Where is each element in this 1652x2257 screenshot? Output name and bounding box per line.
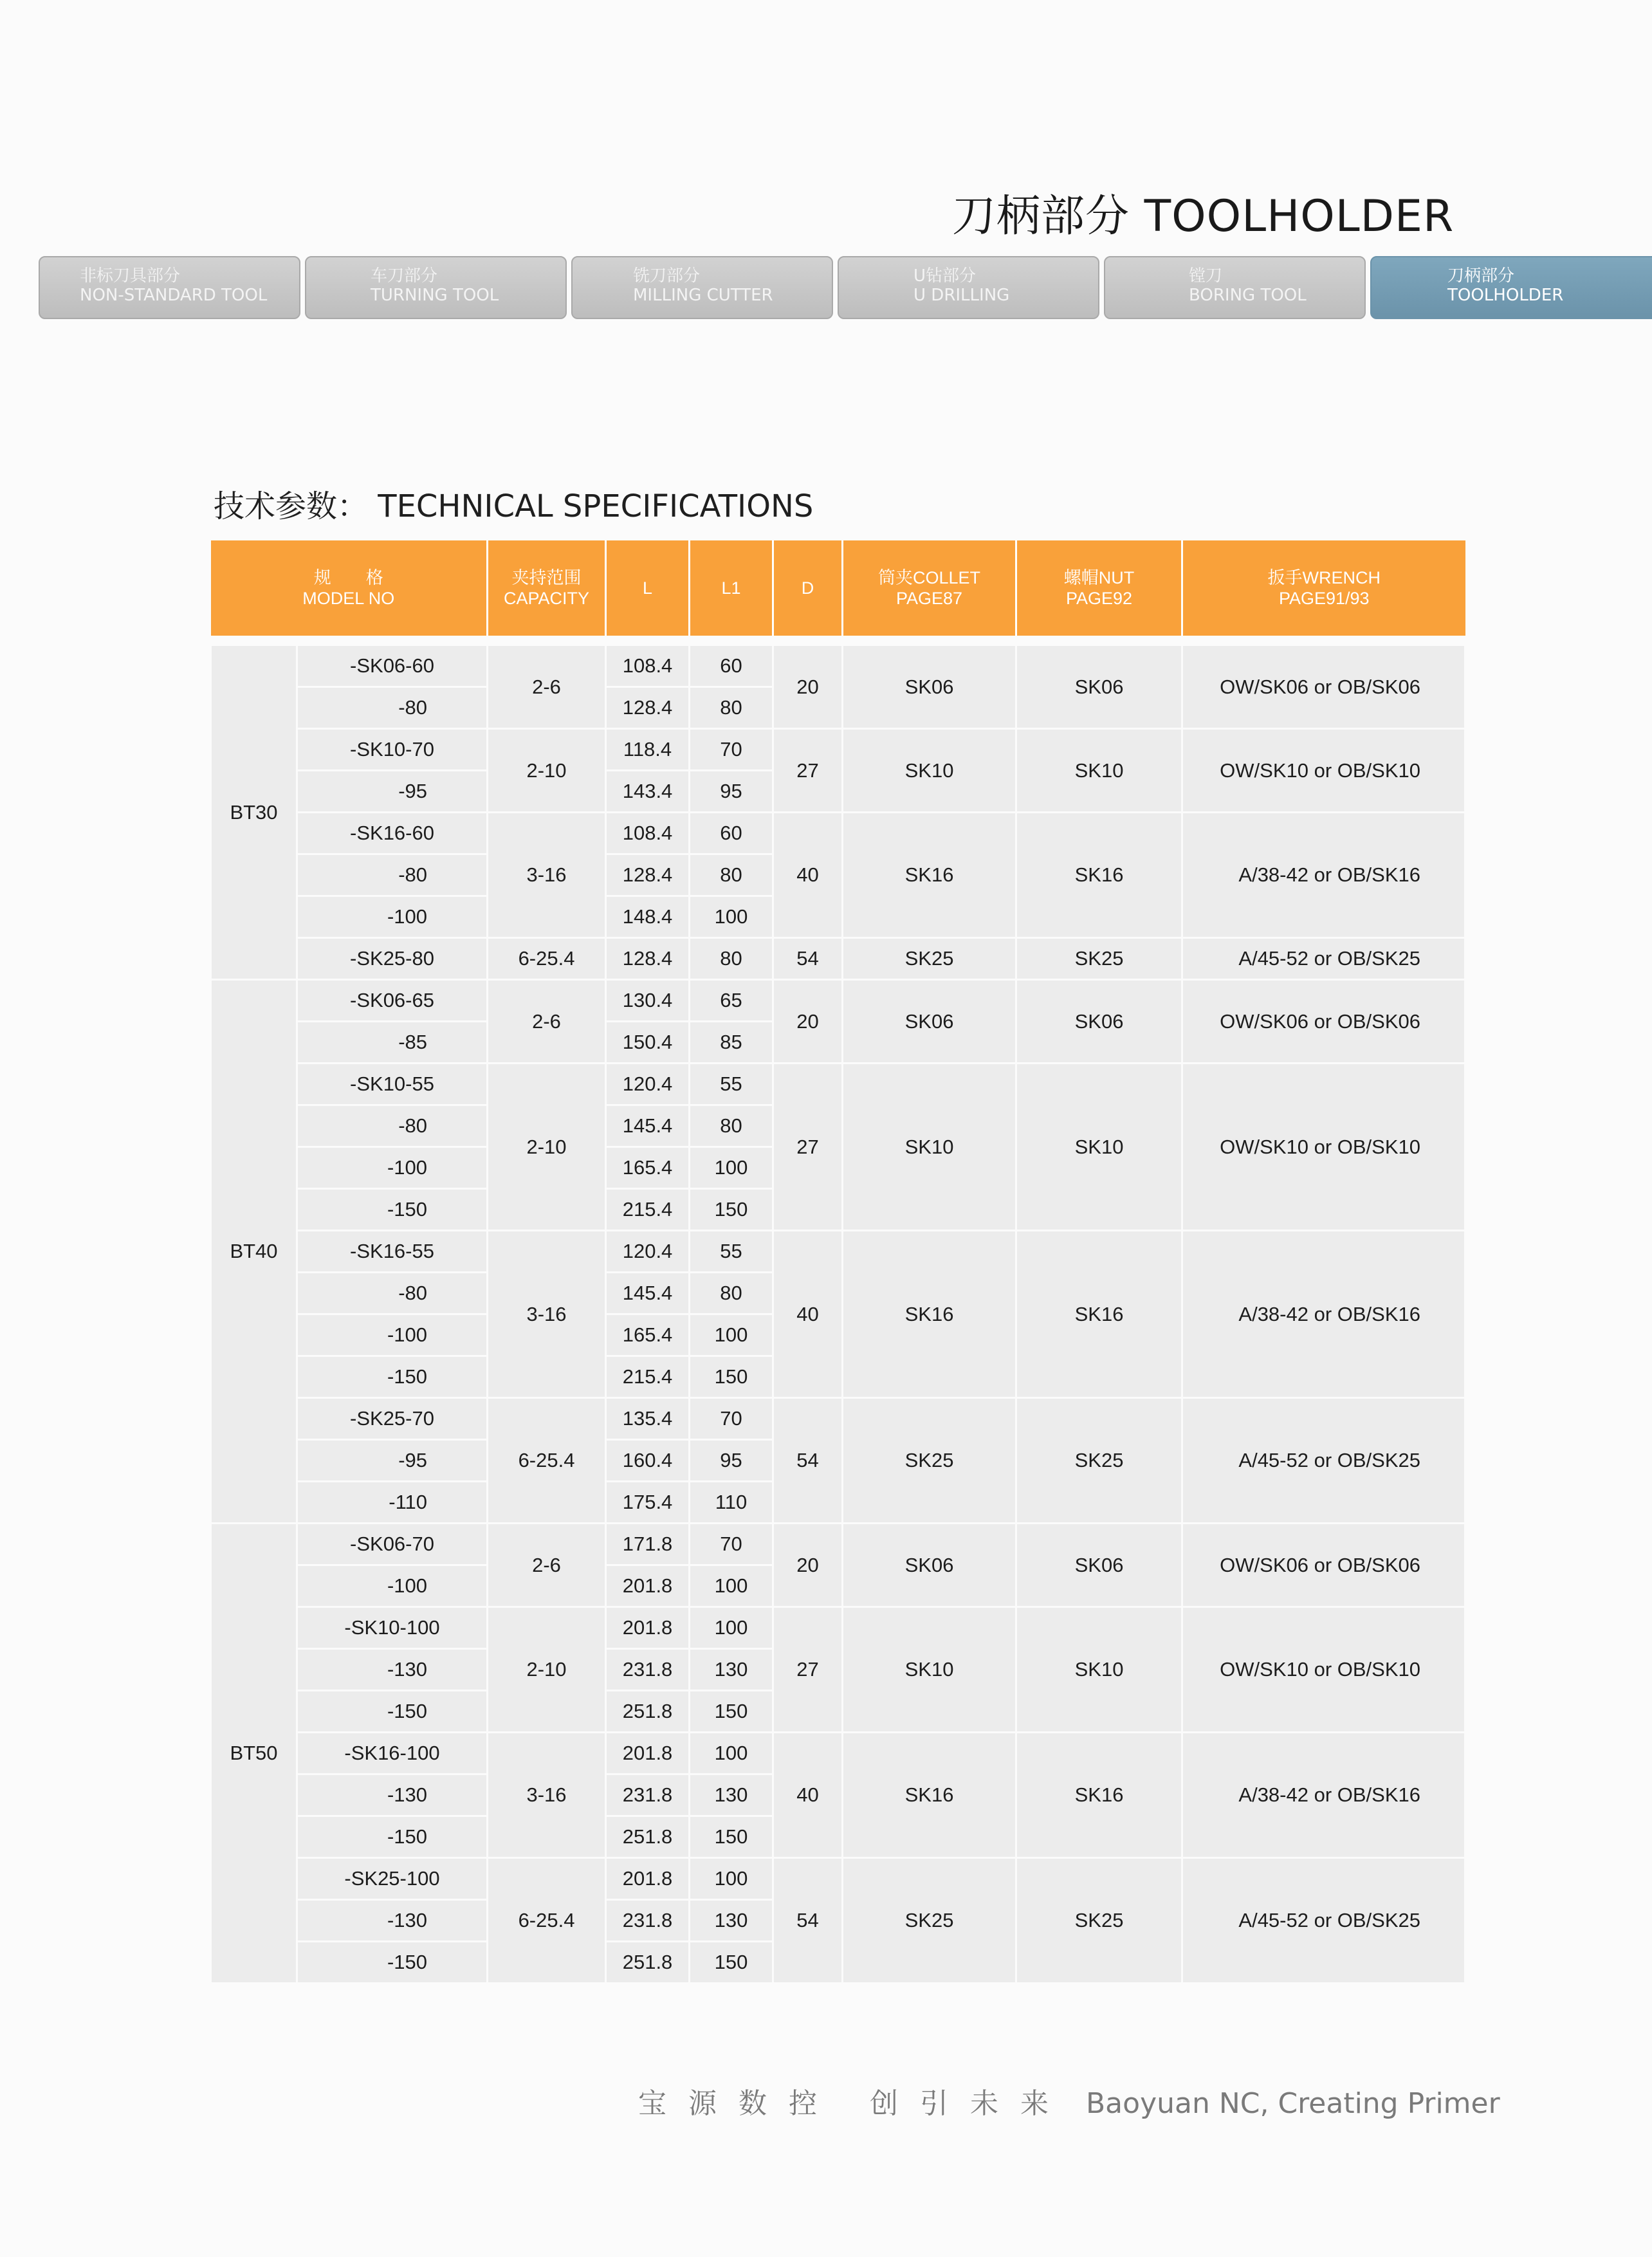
d-cell: 20 (773, 980, 843, 1064)
wrench-cell: OW/SK06 or OB/SK06 (1182, 641, 1465, 729)
collet-cell: SK25 (843, 938, 1016, 980)
table-row (211, 641, 1465, 687)
l-cell: 175.4 (606, 1482, 690, 1524)
wrench-cell: OW/SK10 or OB/SK10 (1182, 729, 1465, 813)
tab-label-en: NON-STANDARD TOOL (80, 286, 268, 305)
l1-cell: 80 (690, 938, 773, 980)
nut-cell: SK25 (1016, 938, 1182, 980)
d-cell: 54 (773, 1398, 843, 1524)
collet-cell: SK06 (843, 1524, 1016, 1607)
tab-label-cn: 镗刀 (1189, 266, 1223, 286)
l1-cell: 100 (690, 1314, 773, 1356)
l1-cell: 60 (690, 641, 773, 687)
l-cell: 231.8 (606, 1649, 690, 1691)
l-cell: 201.8 (606, 1565, 690, 1607)
l-cell: 120.4 (606, 1064, 690, 1105)
collet-cell: SK06 (843, 641, 1016, 729)
l1-cell: 110 (690, 1482, 773, 1524)
capacity-cell: 3-16 (488, 1733, 606, 1858)
model-cell: -150 (297, 1691, 488, 1733)
header-l1: L1 (690, 540, 773, 641)
footer-slogan-cn: 宝源数控 创引未来 (638, 2087, 1070, 2120)
l-cell: 118.4 (606, 729, 690, 771)
tab-label-en: MILLING CUTTER (633, 286, 773, 305)
table-row (211, 813, 1465, 854)
category-tabs (39, 256, 1652, 320)
l1-cell: 85 (690, 1022, 773, 1064)
l-cell: 150.4 (606, 1022, 690, 1064)
header-model (211, 540, 488, 641)
capacity-cell: 2-6 (488, 1524, 606, 1607)
tab-non-standard-tool[interactable] (39, 256, 300, 319)
tab-boring-tool[interactable] (1104, 256, 1366, 319)
l1-cell: 150 (690, 1189, 773, 1231)
d-cell: 40 (773, 1733, 843, 1858)
header-nut (1016, 540, 1182, 641)
tab-toolholder[interactable] (1370, 256, 1652, 319)
l-cell: 120.4 (606, 1231, 690, 1273)
header-d: D (773, 540, 843, 641)
tab-label-cn: 车刀部分 (371, 266, 438, 286)
tab-label-cn: U钻部分 (913, 266, 977, 286)
l1-cell: 70 (690, 1524, 773, 1565)
wrench-cell: A/45-52 or OB/SK25 (1182, 1398, 1465, 1524)
table-row (211, 1607, 1465, 1649)
l1-cell: 95 (690, 771, 773, 813)
model-cell: -95 (297, 771, 488, 813)
l1-cell: 100 (690, 1607, 773, 1649)
wrench-cell: OW/SK10 or OB/SK10 (1182, 1607, 1465, 1733)
model-cell: -150 (297, 1356, 488, 1398)
wrench-cell: OW/SK06 or OB/SK06 (1182, 1524, 1465, 1607)
collet-cell: SK25 (843, 1398, 1016, 1524)
wrench-cell: A/38-42 or OB/SK16 (1182, 813, 1465, 938)
model-cell: -130 (297, 1900, 488, 1942)
nut-cell: SK06 (1016, 980, 1182, 1064)
tab-label-en: TURNING TOOL (371, 286, 499, 305)
l1-cell: 150 (690, 1816, 773, 1858)
table-row (211, 729, 1465, 771)
wrench-cell: A/45-52 or OB/SK25 (1182, 1858, 1465, 1984)
model-cell: -80 (297, 687, 488, 729)
header-nut-page: PAGE92 (1065, 589, 1133, 608)
header-nut-label: 螺帽NUT (1063, 568, 1135, 587)
l-cell: 130.4 (606, 980, 690, 1022)
d-cell: 27 (773, 1064, 843, 1231)
model-cell: -150 (297, 1816, 488, 1858)
table-row (211, 980, 1465, 1022)
l1-cell: 80 (690, 687, 773, 729)
model-cell: -SK06-60 (297, 641, 488, 687)
collet-cell: SK16 (843, 1733, 1016, 1858)
d-cell: 40 (773, 813, 843, 938)
section-title: 技术参数： TECHNICAL SPECIFICATIONS (214, 488, 814, 524)
table-row (211, 938, 1465, 980)
l1-cell: 80 (690, 854, 773, 896)
model-cell: -SK06-65 (297, 980, 488, 1022)
page-title: 刀柄部分 TOOLHOLDER (952, 191, 1455, 242)
header-capacity (488, 540, 606, 641)
l-cell: 135.4 (606, 1398, 690, 1440)
series-cell: BT50 (211, 1524, 297, 1984)
tab-label-en: TOOLHOLDER (1447, 286, 1564, 305)
l-cell: 201.8 (606, 1607, 690, 1649)
header-collet (843, 540, 1016, 641)
l-cell: 165.4 (606, 1314, 690, 1356)
tab-u-drilling[interactable] (838, 256, 1099, 319)
model-cell: -80 (297, 1105, 488, 1147)
d-cell: 20 (773, 1524, 843, 1607)
spec-table (210, 540, 1466, 1984)
l-cell: 160.4 (606, 1440, 690, 1482)
table-row (211, 1858, 1465, 1900)
l1-cell: 100 (690, 1565, 773, 1607)
collet-cell: SK06 (843, 980, 1016, 1064)
header-model-cn: 规 格 (313, 568, 383, 587)
collet-cell: SK10 (843, 729, 1016, 813)
header-capacity-cn: 夹持范围 (511, 568, 582, 587)
collet-cell: SK10 (843, 1607, 1016, 1733)
model-cell: -SK16-60 (297, 813, 488, 854)
l-cell: 145.4 (606, 1273, 690, 1314)
l1-cell: 100 (690, 1733, 773, 1774)
nut-cell: SK10 (1016, 729, 1182, 813)
series-cell: BT40 (211, 980, 297, 1524)
l-cell: 108.4 (606, 813, 690, 854)
l1-cell: 60 (690, 813, 773, 854)
footer-slogan-en: Baoyuan NC, Creating Primer (1086, 2087, 1500, 2120)
model-cell: -SK10-55 (297, 1064, 488, 1105)
header-wrench-label: 扳手WRENCH (1267, 568, 1381, 587)
capacity-cell: 2-10 (488, 729, 606, 813)
nut-cell: SK25 (1016, 1398, 1182, 1524)
capacity-cell: 6-25.4 (488, 1858, 606, 1984)
l1-cell: 100 (690, 1147, 773, 1189)
wrench-cell: A/38-42 or OB/SK16 (1182, 1733, 1465, 1858)
l1-cell: 55 (690, 1064, 773, 1105)
l1-cell: 130 (690, 1900, 773, 1942)
d-cell: 27 (773, 1607, 843, 1733)
d-cell: 27 (773, 729, 843, 813)
l-cell: 128.4 (606, 687, 690, 729)
l1-cell: 80 (690, 1105, 773, 1147)
model-cell: -95 (297, 1440, 488, 1482)
model-cell: -110 (297, 1482, 488, 1524)
capacity-cell: 2-6 (488, 980, 606, 1064)
l-cell: 201.8 (606, 1733, 690, 1774)
header-collet-label: 筒夹COLLET (877, 568, 981, 587)
l1-cell: 130 (690, 1649, 773, 1691)
series-cell: BT30 (211, 641, 297, 980)
model-cell: -SK10-70 (297, 729, 488, 771)
d-cell: 54 (773, 1858, 843, 1984)
nut-cell: SK16 (1016, 813, 1182, 938)
table-header-row (211, 540, 1465, 641)
nut-cell: SK25 (1016, 1858, 1182, 1984)
tab-turning-tool[interactable] (305, 256, 567, 319)
model-cell: -SK25-80 (297, 938, 488, 980)
wrench-cell: A/45-52 or OB/SK25 (1182, 938, 1465, 980)
model-cell: -SK16-55 (297, 1231, 488, 1273)
model-cell: -85 (297, 1022, 488, 1064)
header-model-en: MODEL NO (302, 589, 395, 608)
l1-cell: 150 (690, 1356, 773, 1398)
table-row (211, 1733, 1465, 1774)
table-row (211, 1231, 1465, 1273)
capacity-cell: 6-25.4 (488, 938, 606, 980)
nut-cell: SK06 (1016, 641, 1182, 729)
collet-cell: SK16 (843, 813, 1016, 938)
header-capacity-en: CAPACITY (504, 589, 590, 608)
l-cell: 145.4 (606, 1105, 690, 1147)
l-cell: 215.4 (606, 1356, 690, 1398)
capacity-cell: 3-16 (488, 1231, 606, 1398)
header-collet-page: PAGE87 (895, 589, 963, 608)
l1-cell: 95 (690, 1440, 773, 1482)
model-cell: -100 (297, 1314, 488, 1356)
model-cell: -100 (297, 896, 488, 938)
l-cell: 108.4 (606, 641, 690, 687)
wrench-cell: OW/SK10 or OB/SK10 (1182, 1064, 1465, 1231)
header-wrench (1182, 540, 1465, 641)
l-cell: 128.4 (606, 854, 690, 896)
capacity-cell: 2-10 (488, 1064, 606, 1231)
l-cell: 215.4 (606, 1189, 690, 1231)
l-cell: 143.4 (606, 771, 690, 813)
collet-cell: SK25 (843, 1858, 1016, 1984)
header-l: L (606, 540, 690, 641)
collet-cell: SK10 (843, 1064, 1016, 1231)
l1-cell: 100 (690, 896, 773, 938)
model-cell: -100 (297, 1565, 488, 1607)
footer-slogan (638, 2080, 1500, 2121)
model-cell: -130 (297, 1774, 488, 1816)
model-cell: -SK10-100 (297, 1607, 488, 1649)
l1-cell: 80 (690, 1273, 773, 1314)
nut-cell: SK16 (1016, 1733, 1182, 1858)
capacity-cell: 2-10 (488, 1607, 606, 1733)
table-row (211, 1524, 1465, 1565)
collet-cell: SK16 (843, 1231, 1016, 1398)
l-cell: 201.8 (606, 1858, 690, 1900)
model-cell: -150 (297, 1189, 488, 1231)
tab-label-en: U DRILLING (913, 286, 1010, 305)
nut-cell: SK16 (1016, 1231, 1182, 1398)
nut-cell: SK10 (1016, 1607, 1182, 1733)
tab-label-cn: 刀柄部分 (1447, 266, 1515, 286)
table-row (211, 1398, 1465, 1440)
l-cell: 231.8 (606, 1774, 690, 1816)
header-wrench-page: PAGE91/93 (1278, 589, 1370, 608)
l-cell: 251.8 (606, 1816, 690, 1858)
model-cell: -80 (297, 854, 488, 896)
model-cell: -SK25-100 (297, 1858, 488, 1900)
l1-cell: 150 (690, 1942, 773, 1984)
tab-milling-cutter[interactable] (571, 256, 833, 319)
l-cell: 251.8 (606, 1691, 690, 1733)
tab-label-en: BORING TOOL (1189, 286, 1307, 305)
tab-label-cn: 铣刀部分 (633, 266, 701, 286)
l-cell: 148.4 (606, 896, 690, 938)
capacity-cell: 6-25.4 (488, 1398, 606, 1524)
d-cell: 20 (773, 641, 843, 729)
l1-cell: 70 (690, 1398, 773, 1440)
l-cell: 171.8 (606, 1524, 690, 1565)
wrench-cell: A/38-42 or OB/SK16 (1182, 1231, 1465, 1398)
nut-cell: SK10 (1016, 1064, 1182, 1231)
tab-label-cn: 非标刀具部分 (80, 266, 181, 286)
model-cell: -SK06-70 (297, 1524, 488, 1565)
model-cell: -80 (297, 1273, 488, 1314)
model-cell: -SK16-100 (297, 1733, 488, 1774)
capacity-cell: 3-16 (488, 813, 606, 938)
table-row (211, 1064, 1465, 1105)
l1-cell: 65 (690, 980, 773, 1022)
l-cell: 251.8 (606, 1942, 690, 1984)
l1-cell: 100 (690, 1858, 773, 1900)
l1-cell: 150 (690, 1691, 773, 1733)
d-cell: 54 (773, 938, 843, 980)
capacity-cell: 2-6 (488, 641, 606, 729)
wrench-cell: OW/SK06 or OB/SK06 (1182, 980, 1465, 1064)
l-cell: 128.4 (606, 938, 690, 980)
nut-cell: SK06 (1016, 1524, 1182, 1607)
l1-cell: 55 (690, 1231, 773, 1273)
model-cell: -100 (297, 1147, 488, 1189)
l1-cell: 70 (690, 729, 773, 771)
model-cell: -SK25-70 (297, 1398, 488, 1440)
d-cell: 40 (773, 1231, 843, 1398)
l-cell: 165.4 (606, 1147, 690, 1189)
l1-cell: 130 (690, 1774, 773, 1816)
model-cell: -130 (297, 1649, 488, 1691)
model-cell: -150 (297, 1942, 488, 1984)
table-body (211, 641, 1465, 1984)
l-cell: 231.8 (606, 1900, 690, 1942)
